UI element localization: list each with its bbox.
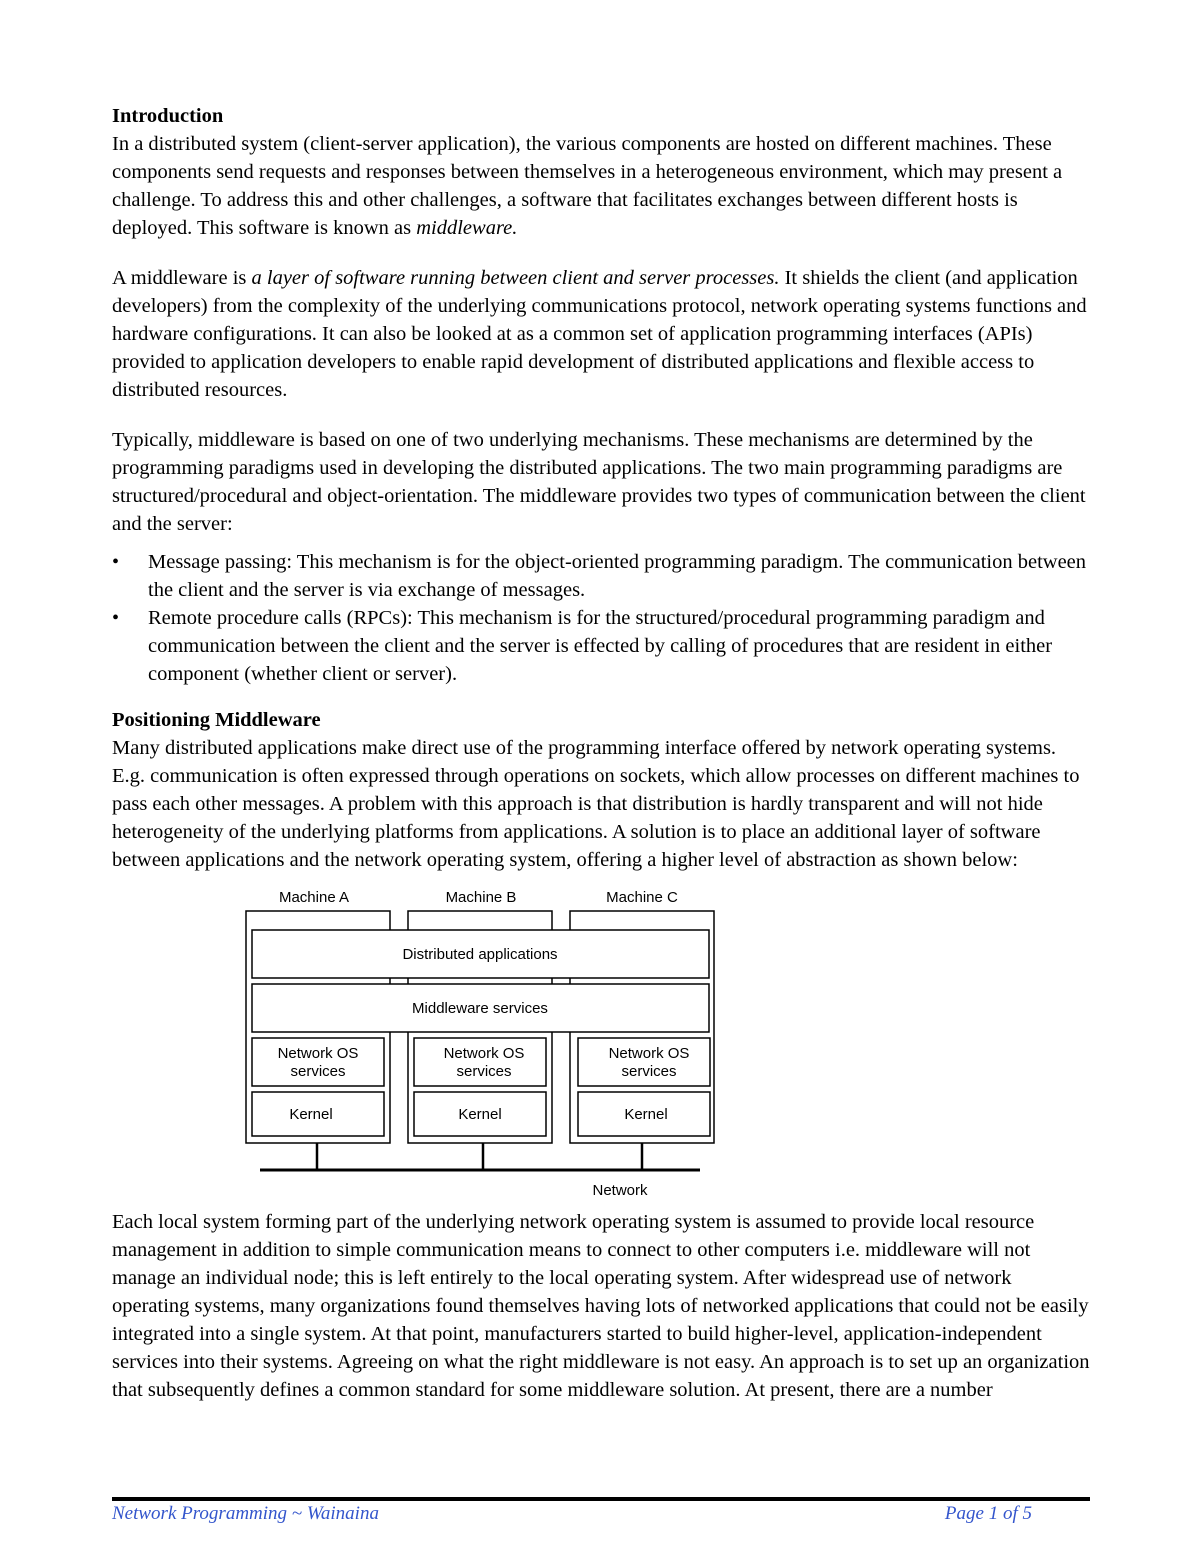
distributed-applications-label: Distributed applications — [402, 946, 558, 963]
intro-p1-text: In a distributed system (client-server application), the various components are hosted on different machines. These components send requests and responses between themselves in a heterogeneous environment, which may present a challenge. To address this and other challenges, a software that facilitates exchanges between different hosts is deployed. This software is known as — [112, 133, 1063, 239]
document-page — [112, 102, 1092, 1404]
network-os-b-line2: services — [456, 1063, 512, 1080]
mechanism-list — [112, 548, 1092, 688]
network-os-b-line1: Network OS — [443, 1045, 525, 1062]
network-os-c-line1: Network OS — [608, 1045, 690, 1062]
middleware-services-label: Middleware services — [412, 1000, 548, 1017]
page-footer — [112, 1503, 1032, 1525]
machine-c-label: Machine C — [606, 889, 678, 906]
kernel-c-label: Kernel — [624, 1106, 668, 1123]
list-item: • Message passing: This mechanism is for the object-oriented programming paradigm. The communication between the client and the server is via exchange of messages. — [112, 548, 1092, 604]
positioning-paragraph-2: Each local system forming part of the underlying network operating system is assumed to provide local resource management in addition to simple communication means to connect to other computers i.e. middleware will not manage an individual node; this is left entirely to the local operating system. After widespread use of network operating systems, many organizations found themselves having lots of networked applications that could not be easily integrated into a single system. At that point, manufacturers started to build higher-level, application-independent services into their systems. Agreeing on what the right middleware is not easy. An approach is to set up an organization that subsequently defines a common standard for some middleware solution. At present, there are a number — [112, 1211, 1090, 1401]
network-os-c-line2: services — [621, 1063, 677, 1080]
intro-paragraph-1 — [112, 130, 1092, 242]
list-item: • Remote procedure calls (RPCs): This mechanism is for the structured/procedural programming paradigm and communication between the client and the server is effected by calling of procedures that are resident in either component (whether client or server). — [112, 604, 1092, 688]
machine-b-label: Machine B — [445, 889, 517, 906]
network-os-a-line1: Network OS — [277, 1045, 359, 1062]
intro-p2-post: It shields the client (and application developers) from the complexity of the underlying communications protocol, network operating systems functions and hardware configurations. It can also be looked at as a common set of application programming interfaces (APIs) provided to application developers to enable rapid development of distributed applications and flexible access to distributed resources. — [112, 267, 1087, 401]
network-label: Network — [592, 1182, 648, 1199]
heading-positioning-middleware: Positioning Middleware — [112, 709, 321, 731]
heading-introduction: Introduction — [112, 105, 224, 127]
intro-p2-pre: A middleware is — [112, 267, 252, 289]
footer-title: Network Programming ~ Wainaina — [112, 1503, 379, 1524]
kernel-a-label: Kernel — [289, 1106, 333, 1123]
network-os-a-line2: services — [290, 1063, 346, 1080]
intro-p2-emphasis: a layer of software running between client and server processes. — [251, 267, 780, 289]
footer-divider — [112, 1497, 1090, 1501]
intro-paragraph-2 — [112, 264, 1092, 404]
kernel-b-label: Kernel — [458, 1106, 502, 1123]
diagram-svg — [112, 878, 1092, 1208]
machine-a-label: Machine A — [278, 889, 350, 906]
intro-p1-emphasis: middleware. — [416, 217, 518, 239]
intro-paragraph-3: Typically, middleware is based on one of two underlying mechanisms. These mechanisms are determined by the programming paradigms used in developing the distributed applications. The two main programming paradigms are structured/procedural and object-orientation. The middleware provides two types of communication between the client and the server: — [112, 429, 1086, 535]
positioning-paragraph-1: Many distributed applications make direct use of the programming interface offered by network operating systems. E.g. communication is often expressed through operations on sockets, which allow processes on different machines to pass each other messages. A problem with this approach is that distribution is hardly transparent and will not hide heterogeneity of the underlying platforms from applications. A solution is to place an additional layer of software between applications and the network operating system, offering a higher level of abstraction as shown below: — [112, 737, 1080, 871]
middleware-diagram — [112, 878, 1092, 1208]
footer-page-number: Page 1 of 5 — [944, 1503, 1032, 1524]
